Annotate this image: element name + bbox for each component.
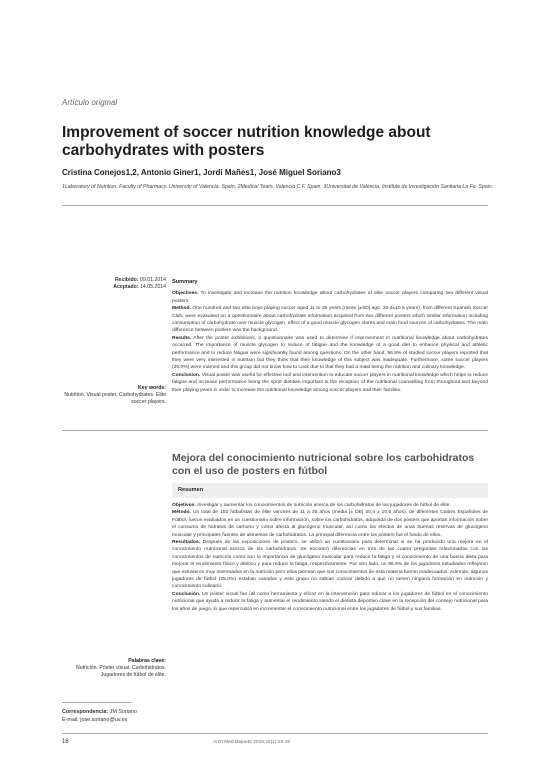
spanish-keywords: [62, 658, 166, 679]
accepted-value: 14.05.2014: [140, 284, 166, 290]
correspondence-divider: [62, 702, 132, 703]
metodo-text: Un total de 102 futbolistas de élite varones de 11 a 35 años (media [± DE] 20,4 ± 10,5 años), de diferentes Clubes Españoles de Fútbol, fueron evaluados en un cuestionario sobre información, sobre los carbohidratos, adquirida de dos pósters que aportan información sobre el consumo de hidratos de carbono y como afecta al glucógeno muscular, así como los efectos de unas buenas reservas de glucógeno muscular y principales fuentes de alimentos de carbohidratos. La principal diferencia entre los pósters fue el fondo de ellos.: [172, 510, 489, 538]
received-date: [62, 277, 166, 284]
objetivos-text: Investigar y aumentar los conocimientos de nutrición acerca de los carbohidratos de los jugadores de fútbol de élite.: [197, 503, 451, 508]
summary-heading: Summary: [172, 279, 198, 285]
method-label: Method.: [172, 306, 191, 312]
author-list: Cristina Conejos1,2, Antonio Giner1, Jordi Mañes1, José Miguel Soriano3: [62, 168, 341, 177]
section-label: Artículo original: [62, 98, 118, 107]
summary-objectives: [172, 290, 488, 305]
spanish-title: Mejora del conocimiento nutricional sobre los carbohidratos con el uso de posters en fútbol: [172, 452, 475, 477]
correspondence-email[interactable]: jose.soriano@uv.es: [80, 717, 128, 723]
resultados-label: Resultados.: [172, 540, 200, 546]
palabras-clave-text: Nutrición. Póster visual. Carbohidratos. Jugadores de fútbol de élite.: [76, 665, 166, 678]
objetivos-label: Objetivos.: [172, 503, 196, 508]
summary-conclusion: [172, 372, 488, 394]
summary-results: [172, 335, 488, 372]
spanish-summary: [172, 502, 488, 613]
objectives-text: To investigate and increase the nutrition knowledge about carbohydrates of elite soccer players comparing two different visual posters.: [172, 291, 488, 304]
header-divider: [62, 205, 488, 206]
keywords-label: Key words:: [138, 385, 166, 391]
english-summary: [172, 279, 488, 394]
accepted-date: [62, 284, 166, 291]
received-value: 09.01.2014: [140, 277, 166, 283]
conclusion-text: Visual poster was useful for effective tool and intervention to educate soccer players in nutritional knowledge which helps to reduce fatigue and increase performance being the sport dietitian important in the reception of the nutritional counselling from throughout and beyond their playing years in order to increase the nutritional knowledge among soccer players and their families.: [172, 372, 488, 393]
summary-method: [172, 305, 488, 335]
journal-citation: Arch Med Deporte 2015;32(1):16-19: [213, 740, 291, 745]
email-label: E-mail:: [62, 717, 79, 723]
resumen-resultados: [172, 539, 488, 591]
english-keywords: [62, 385, 166, 406]
article-title: Improvement of soccer nutrition knowledge about carbohydrates with posters: [62, 124, 431, 159]
affiliations: 1Laboratory of Nutrition. Faculty of Pharmacy. University of Valencia. Spain. 2Medical Team. Valencia C.F. Spain. 3Universitat de València. Institute de Investigación Sanitaria La Fe. Spain.: [62, 184, 494, 190]
objectives-label: Objectives.: [172, 291, 199, 297]
results-label: Results.: [172, 335, 192, 341]
page-number: 16: [62, 739, 69, 745]
correspondence: [62, 708, 137, 724]
conclusion-es-label: Conclusión.: [172, 591, 201, 597]
method-text: One hundred and two elite boys playing soccer aged 11 to 35 years (mean [±SD] age, 20.4±10.5 years), from different Spanish Soccer Club, were evaluated on a questionnaire about carbohydrate information acquired from two different posters which similar information including consumption of carbohydrate over muscle glycogen, effect of a good muscle glycogen stores and main food sources of carbohydrates. The main difference between posters was the background.: [172, 306, 488, 334]
conclusion-label: Conclusion.: [172, 372, 201, 378]
keywords-text: Nutrition. Visual poster. Carbohydrates. Elite soccer players.: [64, 392, 166, 405]
resumen-heading: Resumen: [178, 487, 204, 493]
correspondence-label: Correspondencia:: [62, 709, 109, 715]
conclusion-es-text: Un póster visual fue útil como herramienta y eficaz en la intervención para educar a los jugadores de fútbol en el conocimiento nutricional que ayuda a reducir la fatiga y aumentar el rendimiento siendo el dietista deportivo clave en la recepción del consejo nutricional para los años de juego, lo que repercutirá en incrementar el conocimiento nutricional entre los jugadores de fútbol y sus familias.: [172, 591, 489, 612]
resumen-metodo: [172, 509, 488, 539]
results-text: After the poster exhibitions, a questionnaire was used to determine if improvement in nutritional knowledge about carbohydrates occurred. The importance of muscle glycogen to reduce of fatigue and the knowledge of a good diet to enhance physical and athletic performance and to reduce fatigue were significantly found among questions. On the other hand, 96.9% of studied soccer players reported that they were very interested in nutrition but they think that their knowledge of this subject was inadequate. Furthermore, some soccer players (25.0%) were married and this group did not know how to cook due to that they had a maid being the nutrition and culinary knowledge.: [172, 335, 488, 371]
correspondence-name: JM Soriano: [109, 709, 137, 715]
resultados-text: Después de las exposiciones de pósters, se utilizó un cuestionario para determinar si se ha producido una mejora en el conocimiento nutricional acerca de los carbohidratos. Se encontró diferencias en tres de las cuatro preguntas relacionadas con los conocimientos de nutrición como son la importancia de glucógeno muscular para reducir la fatiga y el conocimiento de una buena dieta para mejorar el rendimiento físico y atlético y para reducir la fatiga, respectivamente. Por otro lado, un 96,9% de los jugadores estudiados reflejaron que estuvieron muy interesados en la nutrición pero ellos piensan que sus conocimientos de esta materia fueron inadecuados. Además, algunos jugadores de fútbol (25,0%) estaban casados y este grupo no sabían cocinar debido a que no tienen ninguna formación en nutrición y conocimiento culinario.: [172, 540, 489, 590]
resumen-conclusion: [172, 591, 488, 613]
received-label: Recibido:: [114, 277, 139, 283]
accepted-label: Aceptado:: [113, 284, 139, 290]
palabras-clave-label: Palabras clave:: [128, 658, 166, 664]
footer-divider: [62, 733, 488, 734]
resumen-objetivos: [172, 502, 488, 509]
resumen-bar: [172, 483, 488, 498]
metodo-label: Método.: [172, 510, 191, 516]
section-divider: [62, 430, 488, 431]
